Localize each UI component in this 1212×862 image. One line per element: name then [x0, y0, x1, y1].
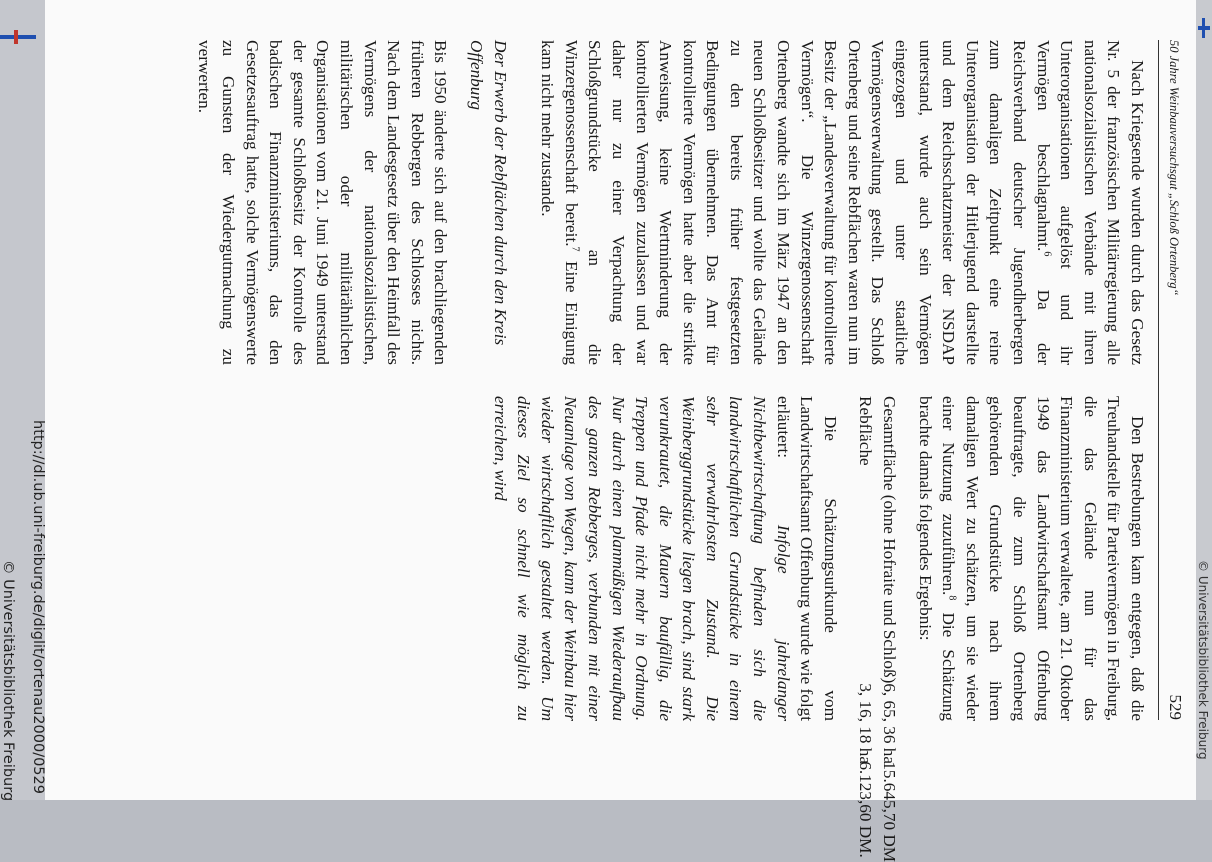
paragraph-3	[913, 396, 1149, 721]
running-header	[1158, 40, 1185, 720]
table-row-2-label: Rebfläche	[856, 396, 876, 466]
footnote-ref-7: 7	[569, 246, 581, 252]
table-row-2-area: 3, 16, 18 ha	[856, 683, 876, 764]
viewer-marker-icon	[0, 30, 36, 44]
edge-copyright-notice: © Universitätsbibliothek Freiburg	[1196, 560, 1210, 760]
paragraph-4	[488, 396, 842, 721]
paragraph-1-text-a: Nach Kriegsende wurden durch das Gesetz Nr. 5 der französischen Militärregierung alle nationalsozialistischen Verbände mit ihren Unterorganisationen aufgelöst und ihr Vermögen beschlagnahmt.	[1033, 40, 1147, 365]
valuation-table	[854, 396, 901, 862]
paragraph-1	[536, 40, 1149, 365]
document-page	[45, 0, 1196, 862]
table-row-2-value: 6.123,60 DM.	[856, 761, 876, 858]
footnote-ref-6: 6	[1041, 251, 1053, 257]
source-url[interactable]: http://dl.ub.uni-freiburg.de/diglit/ortenau2000/0529	[30, 420, 46, 794]
footnote-ref-8: 8	[946, 595, 958, 601]
paragraph-1-text-b: Da der Reichsverband deutscher Jugendherbergen zum damaligen Zeitpunkt eine reine Unterorganisation der Hitlerjugend darstellte und dem Reichsschatzmeister der NSDAP unterstand, wurde auch sein Vermögen eingezogen und unter staatliche Vermögensverwaltung gestellt. Das Schloß Ortenberg und seine Rebflächen waren nun im Besitz der „Landesverwaltung für kontrollierte Vermögen“. Die Winzergenossenschaft Ortenberg wandte sich im März 1947 an den neuen Schloßbesitzer und wollte das Gelände zu den bereits früher festgesetzten Bedingungen übernehmen. Das Amt für kontrollierte Vermögen hatte aber die strikte Anweisung, keine Wertminderung der kontrollierten Vermögen zuzulassen und war daher nur zu einer Verpachtung der Schloßgrundstücke an die Winzergenossenschaft bereit.	[561, 40, 1053, 365]
table-row-1-area: 6, 65, 36 ha	[880, 683, 900, 764]
paragraph-4-text-a: Die Schätzungsurkunde vom Landwirtschaftsamt Offenburg wurde wie folgt erläutert:	[773, 396, 840, 721]
section-heading: Der Erwerb der Rebflächen durch den Kreis Offenburg	[466, 40, 510, 346]
text-column-second	[488, 396, 1149, 862]
viewer-marker-icon-right	[1198, 18, 1210, 38]
paragraph-4-quote: Infolge jahrelanger Nichtbewirtschaftung befinden sich die landwirtschaftlichen Grundstücke in einem sehr verwahrlosten Zustand. Die Weinberggrundstücke liegen brach, sind stark verunkrautet, die Mauern baufällig, die Treppen und Pfade nicht mehr in Ordnung. Nur durch einen planmäßigen Wiederaufbau des ganzen Rebberges, verbunden mit einer Neuanlage von Wegen, kann der Weinbau hier wieder wirtschaftlich gestaltet werden. Um dieses Ziel so schnell wie möglich zu erreichen, wird	[490, 396, 793, 722]
running-header-title: 50 Jahre Weinbauversuchsgut „Schloß Ortenberg“	[1167, 40, 1181, 296]
paragraph-3-text-a: Den Bestrebungen kam entgegen, daß die Treuhandstelle für Parteivermögen in Freiburg, die das Gelände nun für das Finanzministerium verwaltete, am 21. Oktober 1949 das Landwirtschaftsamt Offenburg beauftragte, die zum Schloß Ortenberg gehörenden Grundstücke nach ihrem damaligen Wert zu schätzen, um sie wieder einer Nutzung zuzuführen.	[939, 396, 1147, 721]
paragraph-3-text-b: Die Schätzung brachte damals folgendes Ergebnis:	[915, 396, 959, 721]
paragraph-2: Bis 1950 änderte sich auf den brachliegenden früheren Rebbergen des Schlosses nichts. Nach dem Landesgesetz über den Heimfall des Vermögens der nationalsozialistischen, militärischen oder militärähnlichen Organisationen vom 21. Juni 1949 unterstand der gesamte Schloßbesitz der Kontrolle des badischen Finanzministeriums, das den Gesetzesauftrag hatte, solche Vermögenswerte zu Gunsten der Wiedergutmachung zu verwerten.	[195, 40, 451, 365]
table-row-1-value: 15.645,70 DM	[880, 761, 900, 862]
copyright-notice: © Universitätsbibliothek Freiburg	[0, 560, 16, 802]
table-row-1-label: Gesamtfläche (ohne Hofraite und Schloß)	[880, 396, 900, 684]
paragraph-1-text-c: Eine Einigung kam nicht mehr zustande.	[538, 40, 581, 366]
text-column-first	[193, 40, 1149, 365]
page-number: 529	[1166, 694, 1185, 720]
rotated-page-content	[95, 40, 1185, 862]
